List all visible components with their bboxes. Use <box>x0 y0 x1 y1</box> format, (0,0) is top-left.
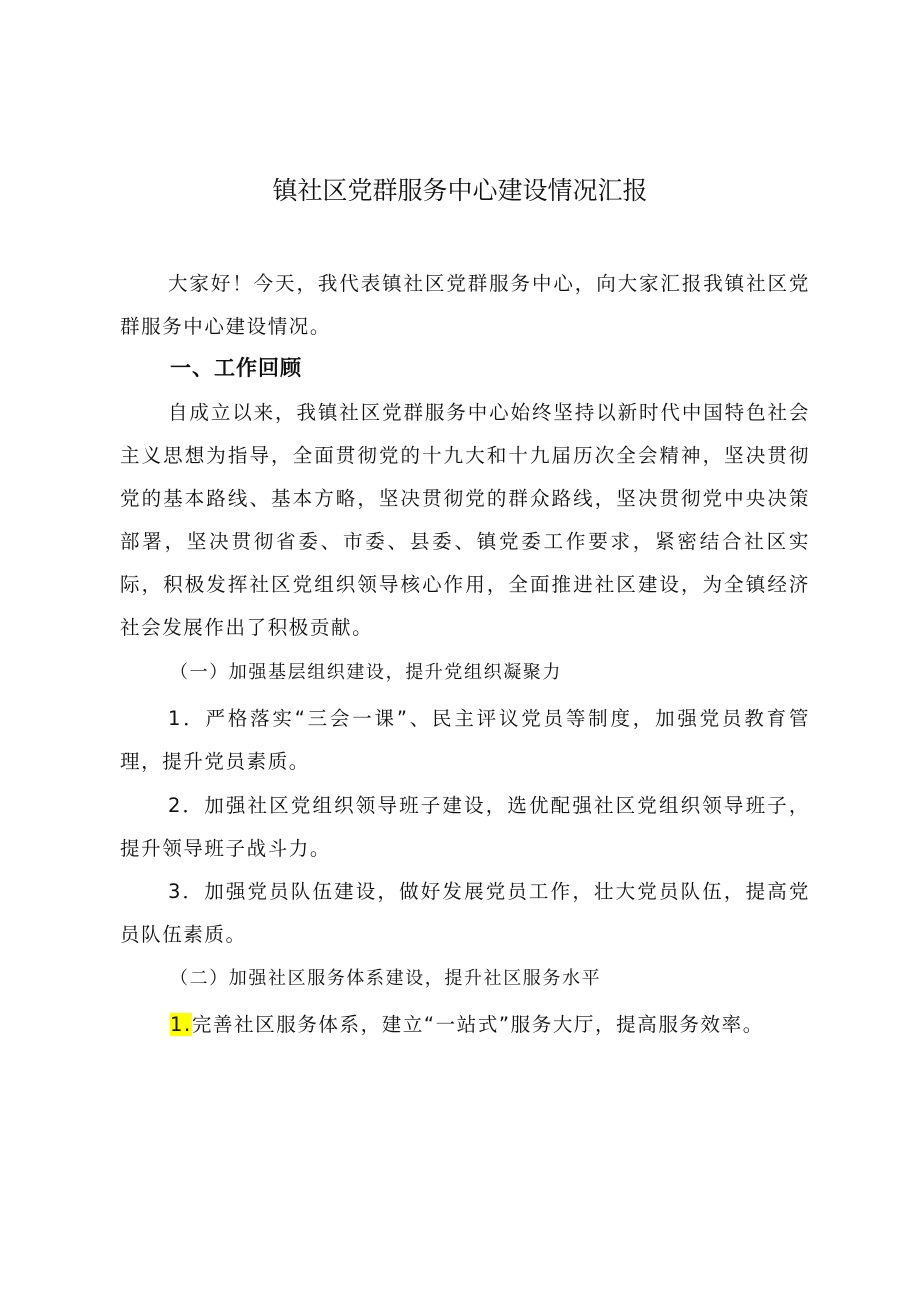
subsection-heading-2: （二）加强社区服务体系建设，提升社区服务水平 <box>170 968 602 989</box>
document-title: 镇社区党群服务中心建设情况汇报 <box>272 176 648 205</box>
section-heading-work-review: 一、工作回顾 <box>170 356 302 380</box>
intro-paragraph: 大家好！今天，我代表镇社区党群服务中心，向大家汇报我镇社区党群服务中心建设情况。 <box>120 272 810 338</box>
list-item-2-1-text: 完善社区服务体系，建立“一站式”服务大厅，提高服务效率。 <box>191 1013 764 1036</box>
list-item-1-2: 2．加强社区党组织领导班子建设，选优配强社区党组织领导班子，提升领导班子战斗力。 <box>120 794 810 860</box>
list-item-1-1: 1．严格落实“三会一课”、民主评议党员等制度，加强党员教育管理，提升党员素质。 <box>120 707 810 773</box>
highlighted-item-number: 1. <box>170 1013 192 1036</box>
subsection-heading-1: （一）加强基层组织建设，提升党组织凝聚力 <box>170 662 562 683</box>
list-item-2-1 <box>170 1003 810 1046</box>
list-item-1-3: 3．加强党员队伍建设，做好发展党员工作，壮大党员队伍，提高党员队伍素质。 <box>120 880 810 946</box>
section-body-paragraph: 自成立以来，我镇社区党群服务中心始终坚持以新时代中国特色社会主义思想为指导，全面贯彻党的十九大和十九届历次全会精神，坚决贯彻党的基本路线、基本方略，坚决贯彻党的群众路线，坚决贯彻党中央决策部署，坚决贯彻省委、市委、县委、镇党委工作要求，紧密结合社区实际，积极发挥社区党组织领导核心作用，全面推进社区建设，为全镇经济社会发展作出了积极贡献。 <box>120 401 810 639</box>
